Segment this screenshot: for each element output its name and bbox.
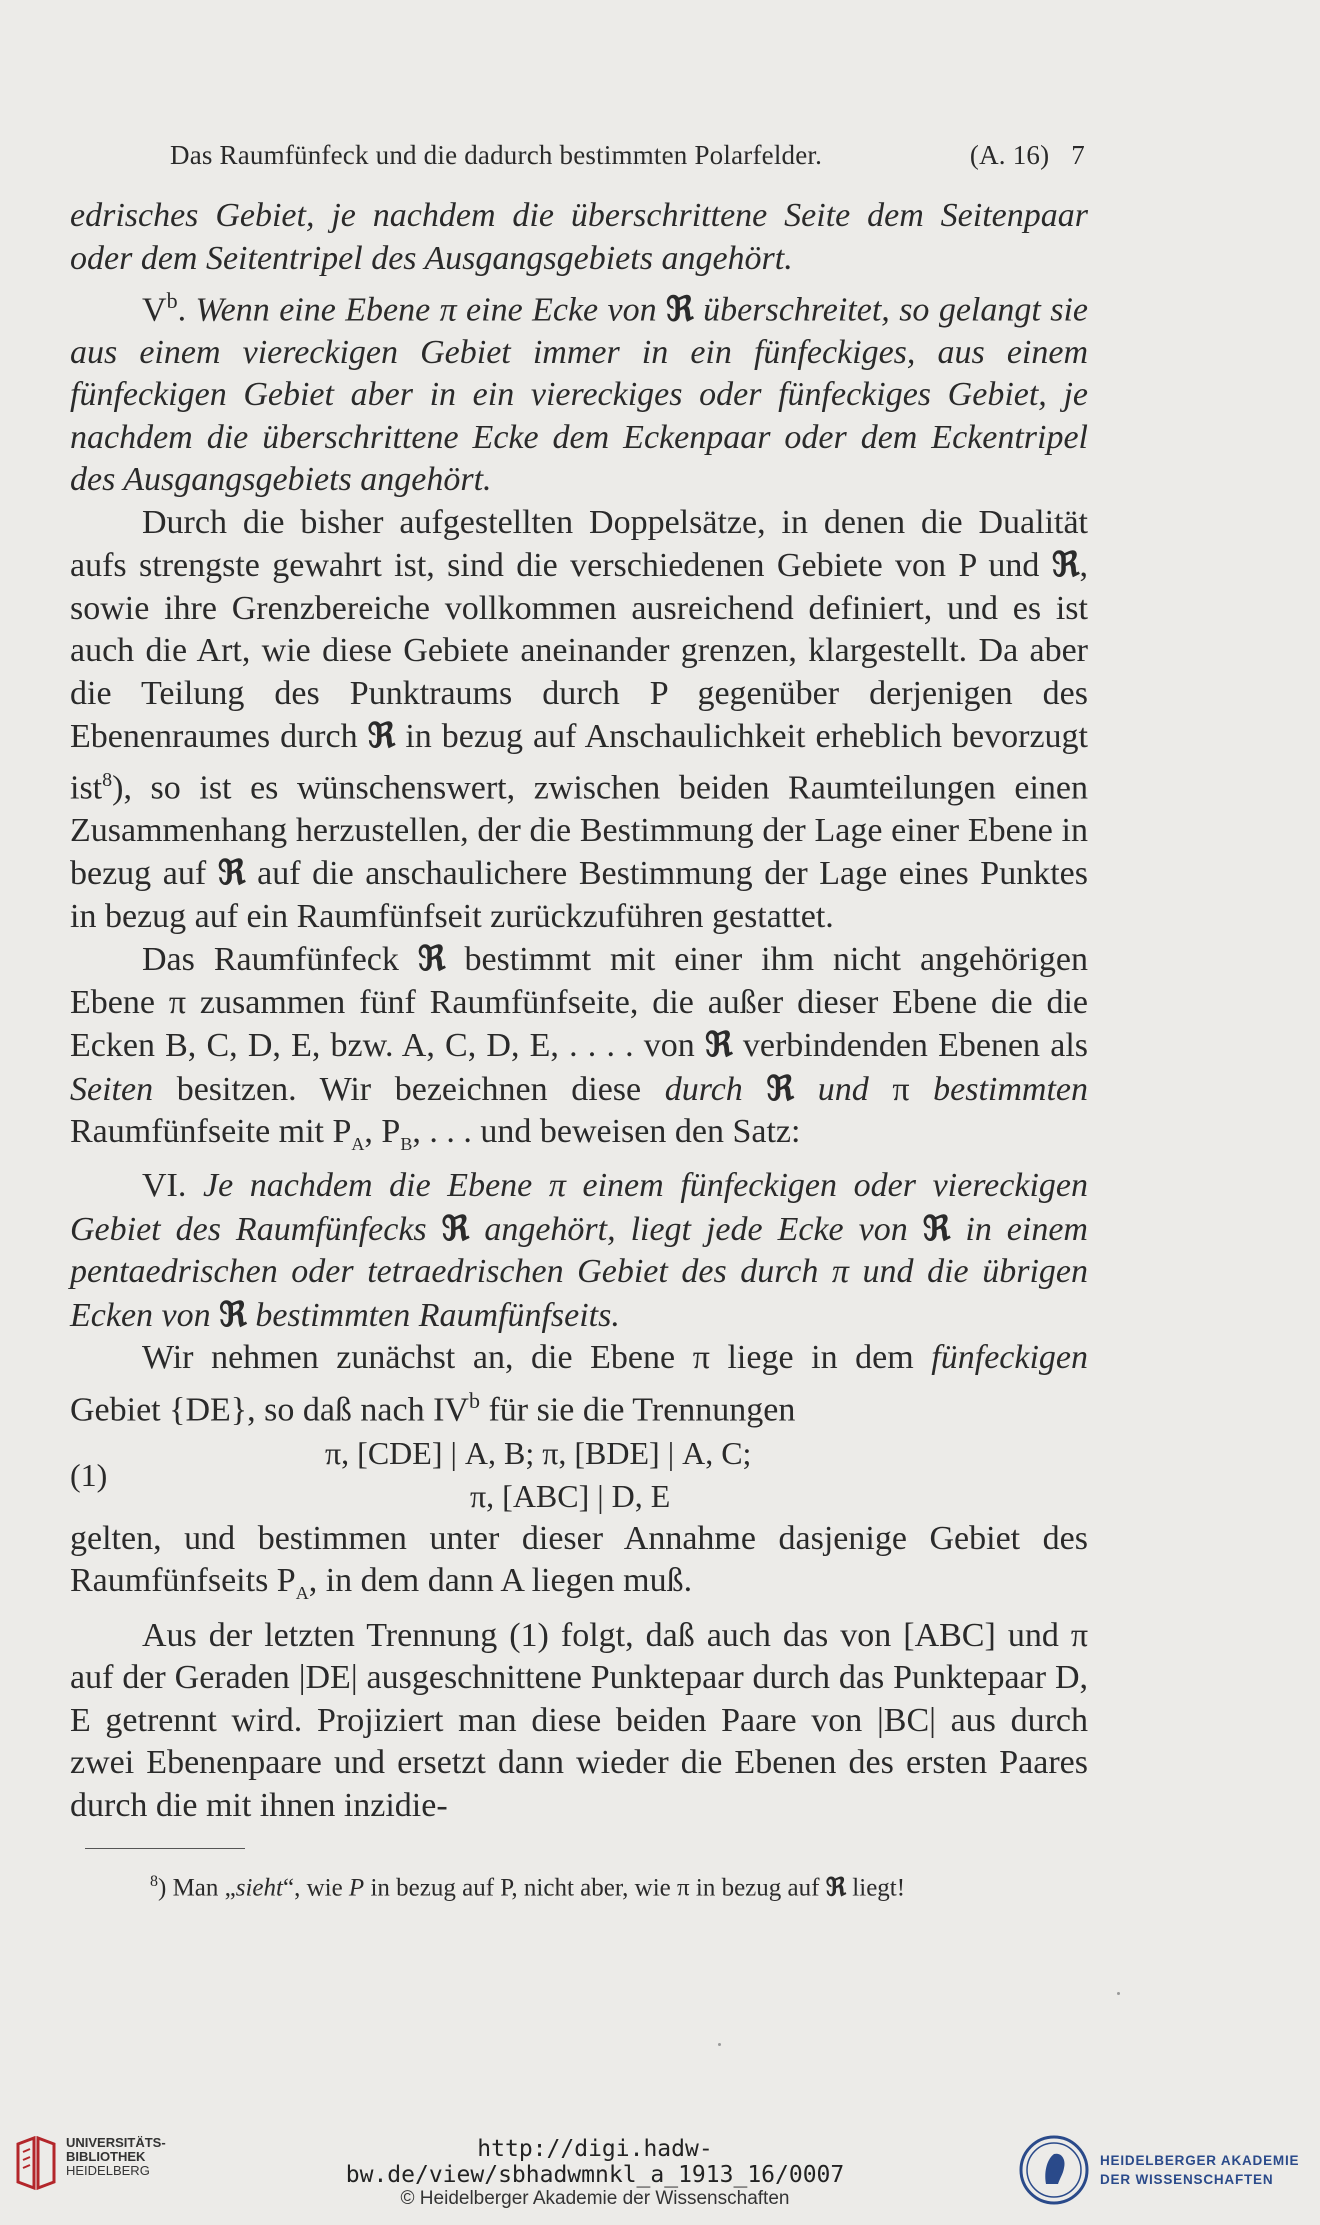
equation-line-1: π, [CDE] | A, B; π, [BDE] | A, C; (325, 1434, 752, 1471)
paragraph-7: gelten, und bestimmen unter dieser Annahme dasjenige Gebiet des Raumfünfseits $P_A$, in dem dann A liegen muß. (70, 1519, 1088, 1604)
theorem-vb: $V^b$. Wenn eine Ebene π eine Ecke von ℜ überschreitet, so gelangt sie aus einem viereckigen Gebiet immer in ein fünfeckiges, aus einem fünfeckigen Gebiet aber in ein viereckiges oder fünfeckiges Gebiet, je nachdem die überschrittene Ecke dem Eckenpaar oder dem Eckentripel des Ausgangsgebiets angehört. (70, 288, 1089, 499)
paragraph-3: Durch die bisher aufgestellten Doppelsätze, in denen die Dualität aufs strengste gewahrt ist, sind die verschiedenen Gebiete von P und ℜ, sowie ihre Grenzbereiche vollkommen ausreichend definiert, und es ist auch die Art, wie diese Gebiete aneinander grenzen, klargestellt. Da aber die Teilung des Punktraums durch P gegenüber derjenigen des Ebenenraumes durch ℜ in bezug auf Anschaulichkeit erheblich bevorzugt ist$^8$), so ist es wünschenswert, zwischen beiden Raumteilungen einen Zusammenhang herzustellen, der die Bestimmung der Lage einer Ebene in bezug auf ℜ auf die anschaulichere Bestimmung der Lage eines Punktes in bezug auf ein Raumfünfseit zurückzuführen gestattet. (70, 503, 1088, 935)
running-title: Das Raumfünfeck und die dadurch bestimmten Polarfelder. (170, 140, 823, 170)
paragraph-6: Wir nehmen zunächst an, die Ebene π liege in dem fünfeckigen Gebiet {DE}, so daß nach $IV^b$ für sie die Trennungen (70, 1339, 1088, 1429)
paragraph-1: edrisches Gebiet, je nachdem die überschrittene Seite dem Seitenpaar oder dem Seitentripel des Ausgangsgebiets angehört. (70, 197, 1088, 277)
page-number: 7 (1071, 140, 1085, 170)
equation-line-2: π, [ABC] | D, E (470, 1477, 671, 1514)
footnote: $^8$) Man „sieht“, wie P in bezug auf P, nicht aber, wie π in bezug auf ℜ liegt! (150, 1872, 906, 1902)
equation-number: (1) (70, 1456, 108, 1493)
speck (718, 2043, 721, 2046)
footnote-ref: 8 (102, 768, 113, 791)
paragraph-4: Das Raumfünfeck ℜ bestimmt mit einer ihm nicht angehörigen Ebene π zusammen fünf Raumfünfseite, die außer dieser Ebene die die Ecken B, C, D, E, bzw. A, C, D, E, . . . . von ℜ verbindenden Ebenen als Seiten besitzen. Wir bezeichnen diese durch ℜ und π bestimmten Raumfünfseite mit $P_A$, $P_B$, . . . und beweisen den Satz: (70, 939, 1089, 1154)
library-emblem-icon (14, 2136, 58, 2192)
library-name: UNIVERSITÄTS- BIBLIOTHEK HEIDELBERG (66, 2135, 166, 2178)
academy-logo[interactable] (1018, 2134, 1299, 2206)
section-ref: (A. 16) (969, 140, 1050, 170)
running-header (170, 140, 1085, 171)
speck (1117, 1992, 1120, 1995)
equation-1 (70, 1432, 1088, 1518)
footnote-rule (85, 1848, 245, 1849)
academy-seal-icon (1018, 2134, 1090, 2206)
page-ref (970, 140, 1085, 171)
paragraph-8: Aus der letzten Trennung (1) folgt, daß auch das von [ABC] und π auf der Geraden |DE| ausgeschnittene Punktepaar durch das Punktepaar D, E getrennt wird. Projiziert man diese beiden Paare von |BC| aus durch zwei Ebenenpaare und ersetzt dann wieder die Ebenen des ersten Paares durch die mit ihnen inzidie- (70, 1616, 1088, 1824)
body-text (70, 195, 1088, 1827)
copyright-notice: © Heidelberger Akademie der Wissenschaften (400, 2188, 790, 2209)
footer-bar (0, 2120, 1320, 2225)
theorem-vi: VI. Je nachdem die Ebene π einem fünfeckigen oder viereckigen Gebiet des Raumfünfecks ℜ angehört, liegt jede Ecke von ℜ in einem pentaedrischen oder tetraedrischen Gebiet des durch π und die übrigen Ecken von ℜ bestimmten Raumfünfseits. (70, 1167, 1088, 1335)
permalink-url[interactable]: http://digi.hadw-bw.de/view/sbhadwmnkl_a_1913_16/0007 (345, 2136, 845, 2188)
academy-name: HEIDELBERGER AKADEMIE DER WISSENSCHAFTEN (1100, 2153, 1300, 2187)
university-library-logo[interactable] (14, 2136, 166, 2192)
